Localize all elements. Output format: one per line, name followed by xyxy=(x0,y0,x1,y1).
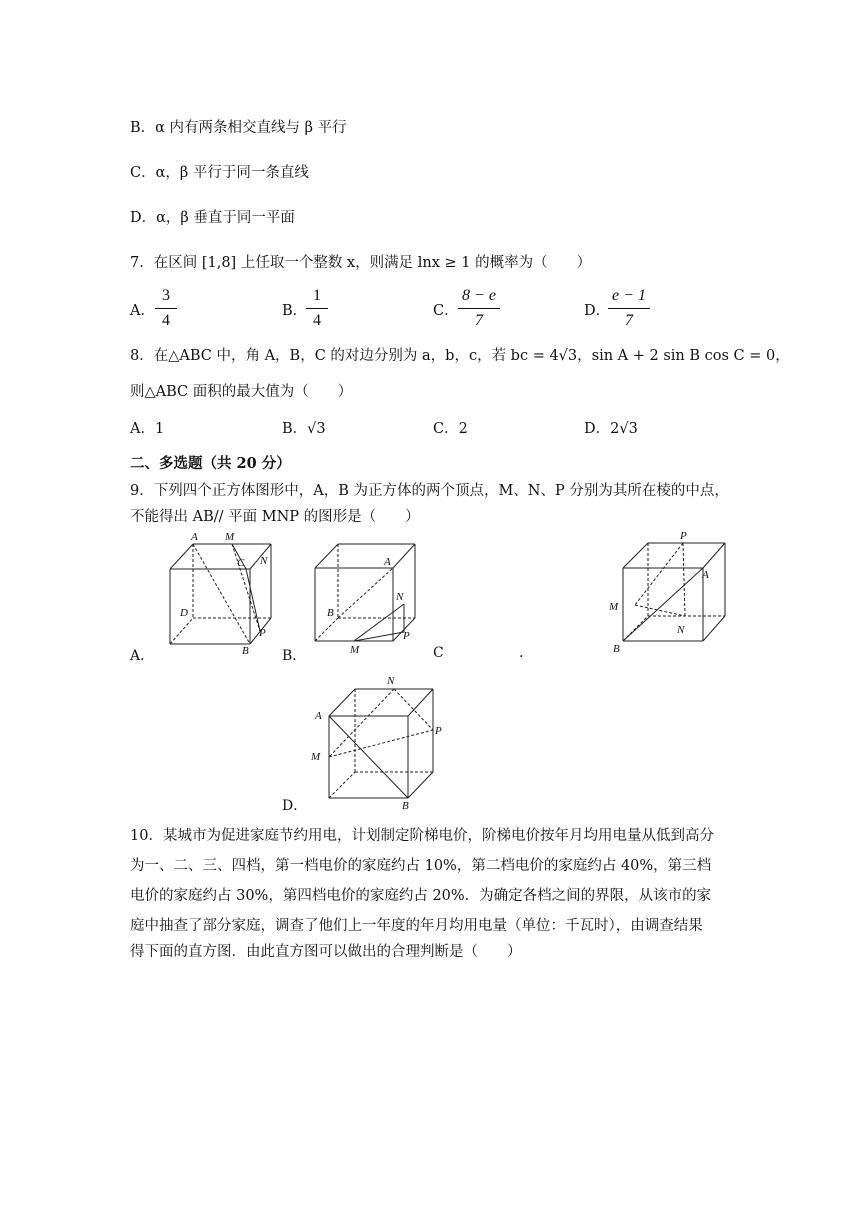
q7-option-d-label: D． xyxy=(584,303,611,319)
fig-c-label-a: A xyxy=(702,569,709,581)
q6-option-b: B．α 内有两条相交直线与 β 平行 xyxy=(130,120,347,136)
q9-label-c: C xyxy=(433,645,444,661)
q7-option-b-numerator: 1 xyxy=(313,287,321,304)
q9-stem-line2: 不能得出 AB// 平面 MNP 的图形是（ ） xyxy=(130,509,420,525)
q10-line1: 10．某城市为促进家庭节约用电，计划制定阶梯电价，阶梯电价按年月均用电量从低到高分 xyxy=(130,828,714,844)
q7-option-a-denominator: 4 xyxy=(162,312,170,329)
q7-option-c-fraction xyxy=(458,287,500,330)
q7-option-c-denominator: 7 xyxy=(475,312,483,329)
q9-stem-line1: 9．下列四个正方体图形中，A，B 为正方体的两个顶点，M、N、P 分别为其所在棱的中点， xyxy=(130,483,729,499)
fig-b-label-a: A xyxy=(384,556,391,568)
q9-label-a: A． xyxy=(130,648,155,664)
q8-stem-line1: 8．在△ABC 中，角 A，B，C 的对边分别为 a，b，c，若 bc = 4√3，sin A + 2 sin B cos C = 0， xyxy=(130,348,790,364)
cube-figure-c xyxy=(603,528,738,658)
fig-a-label-d: D xyxy=(180,607,188,619)
q10-line3: 电价的家庭约占 30%，第四档电价的家庭约占 20%．为确定各档之间的界限，从该市的家 xyxy=(130,888,712,904)
q9-label-b: B． xyxy=(282,648,307,664)
q8-option-b: B．√3 xyxy=(282,421,326,437)
cube-figure-d xyxy=(305,672,455,810)
cube-figure-b xyxy=(300,538,430,658)
q7-option-c-label: C． xyxy=(433,303,459,319)
fig-d-label-a: A xyxy=(315,710,322,722)
q6-option-c: C．α，β 平行于同一条直线 xyxy=(130,165,309,181)
fig-b-label-b: B xyxy=(327,607,334,619)
fig-c-label-p: P xyxy=(680,530,687,542)
q10-line4: 庭中抽查了部分家庭，调查了他们上一年度的年月均用电量（单位：千瓦时），由调查结果 xyxy=(130,918,703,934)
fig-d-label-n: N xyxy=(387,675,395,687)
fig-c-label-n: N xyxy=(677,624,685,636)
cube-figure-a xyxy=(150,526,280,656)
q7-option-a-label: A． xyxy=(130,303,155,319)
fig-d-label-p: P xyxy=(435,725,442,737)
fig-c-label-m: M xyxy=(609,601,619,613)
q7-option-d-fraction xyxy=(608,287,650,330)
fig-a-label-c: C xyxy=(237,557,245,569)
q10-line5: 得下面的直方图．由此直方图可以做出的合理判断是（ ） xyxy=(130,944,522,960)
q7-option-a-numerator: 3 xyxy=(162,287,170,304)
fig-d-label-m: M xyxy=(311,751,321,763)
fig-b-label-n: N xyxy=(396,591,404,603)
q9-label-d: D． xyxy=(282,798,308,814)
fig-d-label-b: B xyxy=(402,800,409,810)
fig-c-label-b: B xyxy=(613,643,620,655)
fig-b-label-m: M xyxy=(350,644,360,656)
q7-option-b-denominator: 4 xyxy=(313,312,321,329)
fig-a-label-n: N xyxy=(260,555,268,567)
fig-b-label-p: P xyxy=(403,630,410,642)
q10-line2: 为一、二、三、四档，第一档电价的家庭约占 10%，第二档电价的家庭约占 40%，第三档 xyxy=(130,858,712,874)
q9-label-c-dot: . xyxy=(519,645,524,661)
q8-option-d: D．2√3 xyxy=(584,421,638,437)
q7-option-d-numerator: e − 1 xyxy=(612,287,646,304)
fig-a-label-a: A xyxy=(191,531,198,543)
q7-option-b-fraction xyxy=(306,287,328,330)
q7-option-c-numerator: 8 − e xyxy=(462,287,496,304)
q8-stem-line2: 则△ABC 面积的最大值为（ ） xyxy=(130,384,353,400)
q7-option-a-fraction xyxy=(155,287,177,330)
q8-option-a: A．1 xyxy=(130,421,165,437)
fig-a-label-m: M xyxy=(225,531,235,543)
q8-option-c: C．2 xyxy=(433,421,468,437)
q6-option-d: D．α，β 垂直于同一平面 xyxy=(130,210,295,226)
fig-a-label-b: B xyxy=(242,645,249,656)
q7-option-d-denominator: 7 xyxy=(625,312,633,329)
fig-a-label-p: P xyxy=(259,627,266,639)
q7-option-b-label: B． xyxy=(282,303,308,319)
q7-stem: 7．在区间 [1,8] 上任取一个整数 x，则满足 lnx ≥ 1 的概率为（ ） xyxy=(130,255,592,271)
section2-title: 二、多选题（共 20 分） xyxy=(130,455,291,472)
